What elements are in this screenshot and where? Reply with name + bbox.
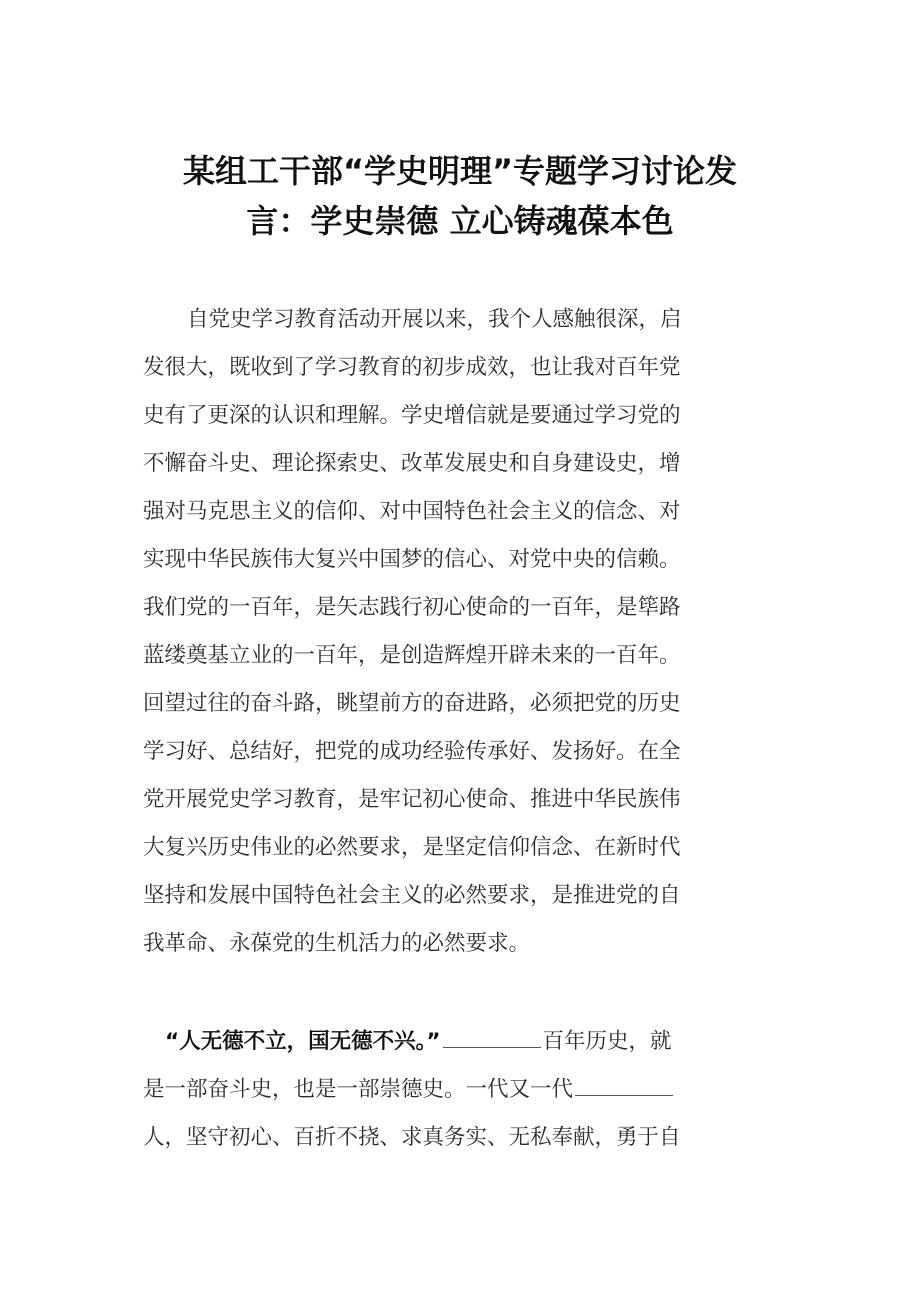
paragraph-2-text: 是一部奋斗史，也是一部崇德史。一代又一代 xyxy=(143,1077,574,1102)
paragraph-1-line: 史有了更深的认识和理解。学史增信就是要通过学习党的 xyxy=(143,403,681,428)
paragraph-1-line: 自党史学习教育活动开展以来，我个人感触很深，启 xyxy=(187,307,682,332)
paragraph-1-line: 党开展党史学习教育，是牢记初心使命、推进中华民族伟 xyxy=(143,787,681,812)
paragraph-1-line: 蓝缕奠基立业的一百年，是创造辉煌开辟未来的一百年。 xyxy=(143,643,681,668)
title-line-2: 言：学史崇德 立心铸魂葆本色 xyxy=(246,202,674,240)
paragraph-1-line: 强对马克思主义的信仰、对中国特色社会主义的信念、对 xyxy=(143,499,681,524)
quote-text: “人无德不立，国无德不兴。” xyxy=(165,1029,441,1054)
blank-underline xyxy=(575,1071,673,1096)
paragraph-1-line: 坚持和发展中国特色社会主义的必然要求，是推进党的自 xyxy=(143,883,681,908)
paragraph-1-line: 不懈奋斗史、理论探索史、改革发展史和自身建设史，增 xyxy=(143,451,681,476)
paragraph-1-line: 实现中华民族伟大复兴中国梦的信心、对党中央的信赖。 xyxy=(143,547,681,572)
paragraph-1-line: 我们党的一百年，是矢志践行初心使命的一百年，是筚路 xyxy=(143,595,681,620)
document-title xyxy=(140,146,780,246)
paragraph-1-line: 我革命、永葆党的生机活力的必然要求。 xyxy=(143,931,531,956)
paragraph-1 xyxy=(143,296,763,968)
paragraph-1-line: 回望过往的奋斗路，眺望前方的奋进路，必须把党的历史 xyxy=(143,691,681,716)
paragraph-1-line: 大复兴历史伟业的必然要求，是坚定信仰信念、在新时代 xyxy=(143,835,681,860)
paragraph-2-text: 百年历史，就 xyxy=(542,1029,672,1054)
title-line-1: 某组工干部“学史明理”专题学习讨论发 xyxy=(182,152,738,190)
paragraph-2-line: 人，坚守初心、百折不挠、求真务实、无私奉献，勇于自 xyxy=(143,1125,681,1150)
paragraph-2 xyxy=(143,1018,763,1162)
blank-underline xyxy=(443,1023,541,1048)
paragraph-2-line xyxy=(143,1066,763,1114)
paragraph-2-line xyxy=(143,1018,763,1066)
paragraph-1-line: 发很大，既收到了学习教育的初步成效，也让我对百年党 xyxy=(143,355,681,380)
paragraph-1-line: 学习好、总结好，把党的成功经验传承好、发扬好。在全 xyxy=(143,739,681,764)
